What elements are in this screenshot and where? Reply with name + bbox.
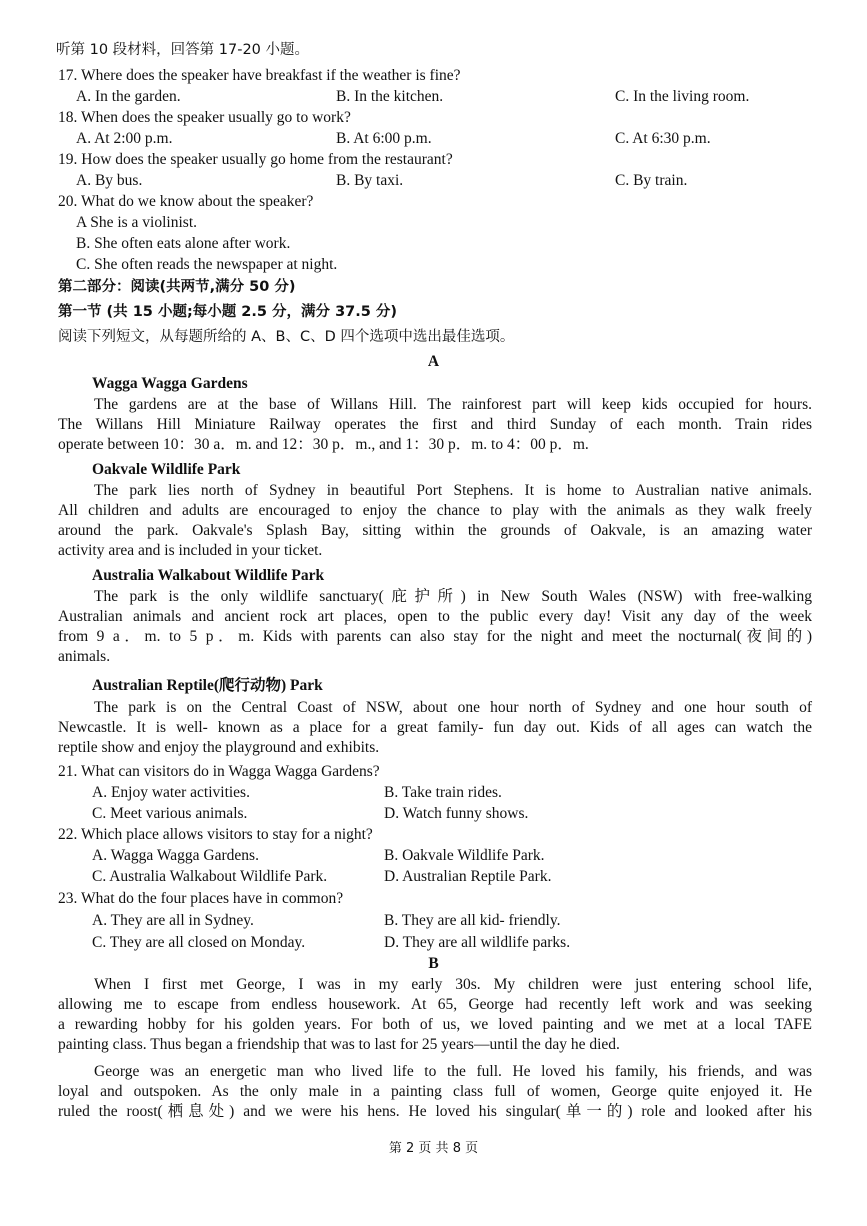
- place-text-wagga: [58, 395, 812, 455]
- question-22-stem: 22. Which place allows visitors to stay for a night?: [58, 826, 373, 843]
- text-line: loyal and outspoken. As the only male in a painting class full of women, George quite enjoyed it. He: [58, 1083, 812, 1100]
- place-text-oakvale: [58, 481, 812, 561]
- q19-option-a[interactable]: A. By bus.: [76, 172, 143, 189]
- text-line: allowing me to escape from endless housework. At 65, George had recently left work and was seeking: [58, 996, 812, 1013]
- q22-option-a[interactable]: A. Wagga Wagga Gardens.: [92, 847, 259, 864]
- q17-option-c[interactable]: C. In the living room.: [615, 88, 750, 105]
- section-subtitle: 第一节 (共 15 小题;每小题 2.5 分，满分 37.5 分): [58, 304, 398, 320]
- text-line: reptile show and enjoy the playground and exhibits.: [58, 739, 380, 756]
- listening-intro: 听第 10 段材料，回答第 17-20 小题。: [56, 42, 310, 58]
- question-21-stem: 21. What can visitors do in Wagga Wagga Gardens?: [58, 763, 380, 780]
- question-17-stem: 17. Where does the speaker have breakfast if the weather is fine?: [58, 67, 461, 84]
- text-line: painting class. Thus began a friendship that was to last for 25 years—until the day he died.: [58, 1036, 620, 1053]
- passage-b-paragraph-2: [58, 1062, 812, 1122]
- q22-option-c[interactable]: C. Australia Walkabout Wildlife Park.: [92, 868, 328, 885]
- section-title: 第二部分：阅读(共两节,满分 50 分): [58, 279, 296, 295]
- q18-option-b[interactable]: B. At 6:00 p.m.: [336, 130, 432, 147]
- q21-option-a[interactable]: A. Enjoy water activities.: [92, 784, 250, 801]
- section-instruction: 阅读下列短文，从每题所给的 A、B、C、D 四个选项中选出最佳选项。: [58, 329, 515, 345]
- text-line: Australian animals and ancient rock art places, open to the public every day! Visit any day of the week: [58, 608, 812, 625]
- passage-b-label: B: [428, 955, 439, 972]
- place-text-walkabout: [58, 587, 812, 667]
- text-line: When I first met George, I was in my early 30s. My children were just entering school life,: [94, 976, 812, 993]
- q20-option-b[interactable]: B. She often eats alone after work.: [76, 235, 291, 252]
- question-20-stem: 20. What do we know about the speaker?: [58, 193, 314, 210]
- q23-option-d[interactable]: D. They are all wildlife parks.: [384, 934, 571, 951]
- question-19-stem: 19. How does the speaker usually go home from the restaurant?: [58, 151, 453, 168]
- q21-option-d[interactable]: D. Watch funny shows.: [384, 805, 529, 822]
- q19-option-c[interactable]: C. By train.: [615, 172, 688, 189]
- text-line: The park is on the Central Coast of NSW, about one hour north of Sydney and one hour south of: [94, 699, 812, 716]
- place-heading-reptile: Australian Reptile(爬行动物) Park: [92, 677, 323, 694]
- text-line: activity area and is included in your ticket.: [58, 542, 323, 559]
- q20-option-a[interactable]: A She is a violinist.: [76, 214, 197, 231]
- text-line: The gardens are at the base of Willans Hill. The rainforest part will keep kids occupied for hours.: [94, 396, 812, 413]
- place-heading-wagga: Wagga Wagga Gardens: [92, 375, 248, 392]
- place-heading-oakvale: Oakvale Wildlife Park: [92, 461, 241, 478]
- q20-option-c[interactable]: C. She often reads the newspaper at night.: [76, 256, 338, 273]
- text-line: from 9 a．m. to 5 p．m. Kids with parents can also stay for the night and meet the nocturnal(夜间的): [58, 628, 812, 645]
- q18-option-a[interactable]: A. At 2:00 p.m.: [76, 130, 173, 147]
- q18-option-c[interactable]: C. At 6:30 p.m.: [615, 130, 711, 147]
- text-line: a rewarding hobby for his golden years. For both of us, we loved painting and we met at a local TAFE: [58, 1016, 812, 1033]
- text-line: around the park. Oakvale's Splash Bay, sitting within the grounds of Oakvale, is an amazing water: [58, 522, 812, 539]
- q21-option-c[interactable]: C. Meet various animals.: [92, 805, 248, 822]
- q17-option-a[interactable]: A. In the garden.: [76, 88, 181, 105]
- passage-b-paragraph-1: [58, 975, 812, 1055]
- text-line: Newcastle. It is well- known as a place for a great family- fun day out. Kids of all ages can watch the: [58, 719, 812, 736]
- question-23-stem: 23. What do the four places have in common?: [58, 890, 344, 907]
- passage-a-label: A: [427, 353, 440, 370]
- text-line: The park is the only wildlife sanctuary(庇护所) in New South Wales (NSW) with free-walking: [94, 588, 812, 605]
- q22-option-d[interactable]: D. Australian Reptile Park.: [384, 868, 552, 885]
- text-line: animals.: [58, 648, 111, 665]
- text-line: George was an energetic man who lived life to the full. He loved his family, his friends, and was: [94, 1063, 812, 1080]
- q21-option-b[interactable]: B. Take train rides.: [384, 784, 502, 801]
- page-footer: 第 2 页 共 8 页: [388, 1141, 479, 1156]
- q19-option-b[interactable]: B. By taxi.: [336, 172, 404, 189]
- text-line: The Willans Hill Miniature Railway operates the first and third Sunday of each month. Train rides: [58, 416, 812, 433]
- text-line: The park lies north of Sydney in beautiful Port Stephens. It is home to Australian native animals.: [94, 482, 812, 499]
- place-text-reptile: [58, 698, 812, 758]
- q23-option-b[interactable]: B. They are all kid- friendly.: [384, 912, 561, 929]
- text-line: operate between 10：30 a．m. and 12：30 p．m., and 1：30 p．m. to 4：00 p．m.: [58, 436, 589, 453]
- text-line: All children and adults are encouraged to enjoy the chance to play with the animals as they walk freely: [58, 502, 812, 519]
- q23-option-c[interactable]: C. They are all closed on Monday.: [92, 934, 306, 951]
- q23-option-a[interactable]: A. They are all in Sydney.: [92, 912, 254, 929]
- place-heading-walkabout: Australia Walkabout Wildlife Park: [92, 567, 325, 584]
- question-18-stem: 18. When does the speaker usually go to work?: [58, 109, 351, 126]
- q17-option-b[interactable]: B. In the kitchen.: [336, 88, 444, 105]
- text-line: ruled the roost(栖息处) and we were his hens. He loved his singular(单一的) role and looked after his: [58, 1103, 812, 1120]
- q22-option-b[interactable]: B. Oakvale Wildlife Park.: [384, 847, 545, 864]
